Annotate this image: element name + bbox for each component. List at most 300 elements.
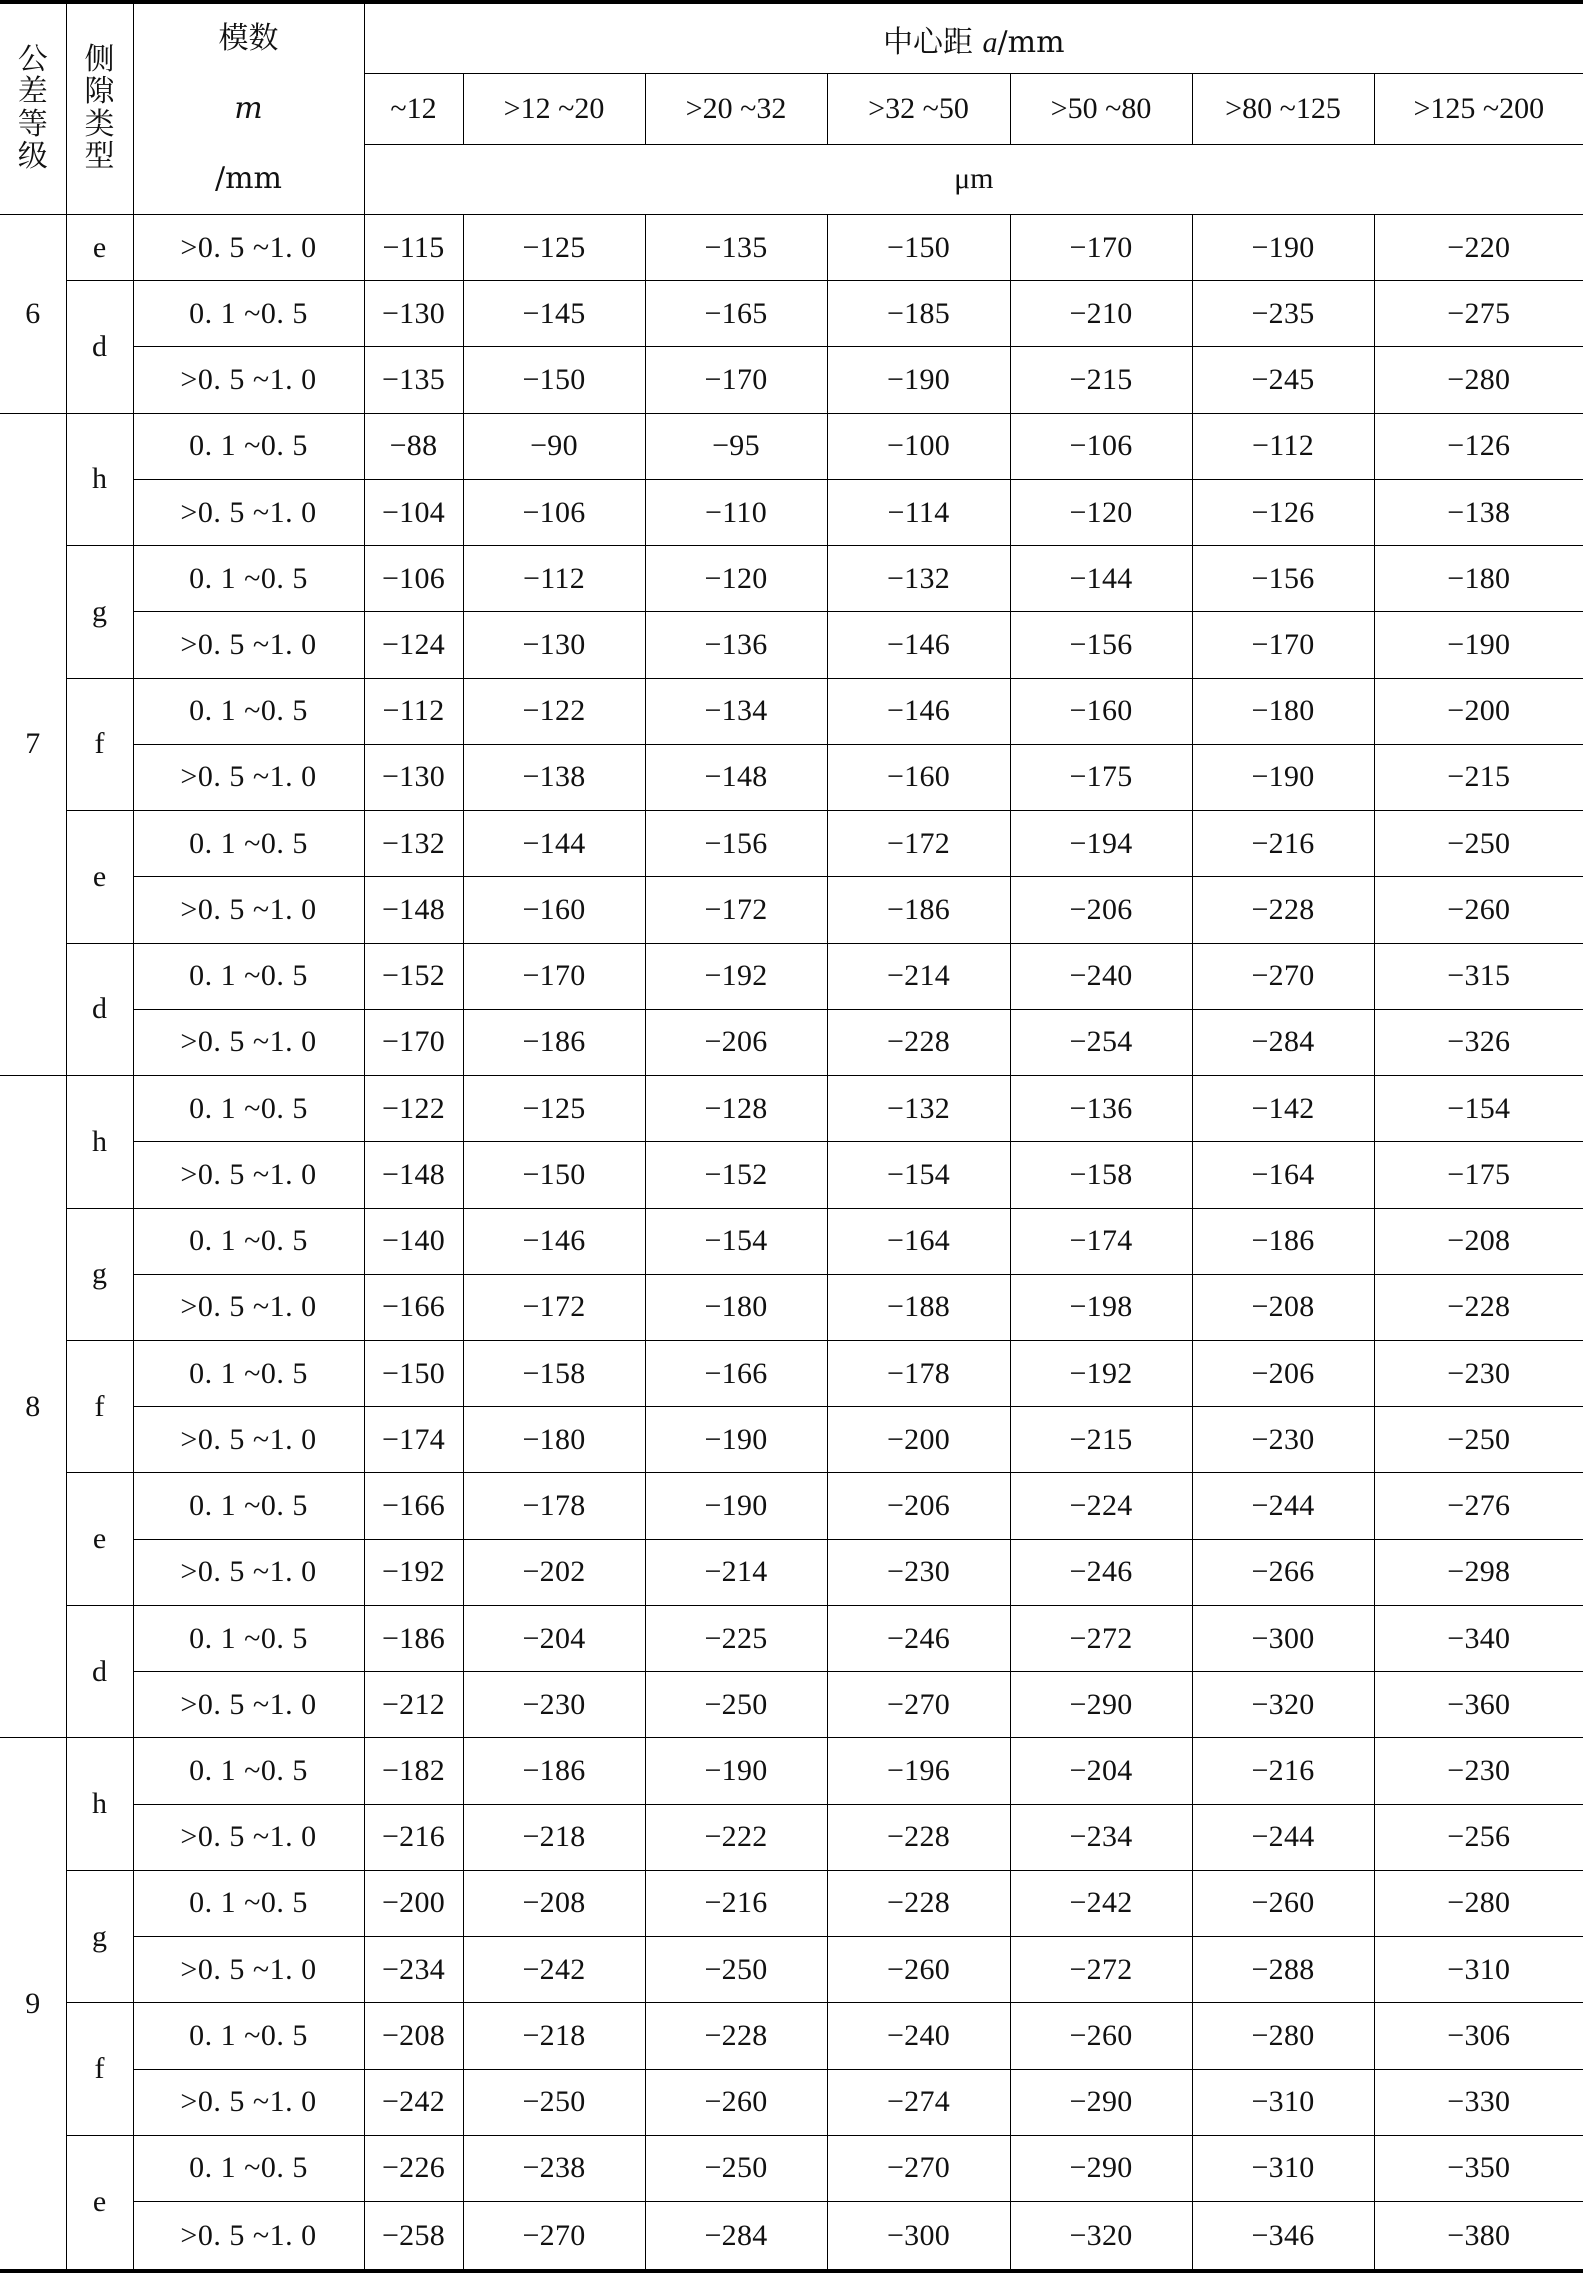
value-cell: −216 bbox=[364, 1804, 463, 1870]
value-cell: −172 bbox=[645, 877, 827, 943]
value-cell: −192 bbox=[1010, 1340, 1192, 1406]
value-cell: −148 bbox=[364, 877, 463, 943]
value-cell: −136 bbox=[645, 612, 827, 678]
value-cell: −246 bbox=[827, 1605, 1010, 1671]
range-header: >50 ~80 bbox=[1010, 74, 1192, 144]
module-cell: 0. 1 ~0. 5 bbox=[133, 1208, 364, 1274]
value-cell: −256 bbox=[1374, 1804, 1583, 1870]
value-cell: −198 bbox=[1010, 1274, 1192, 1340]
value-cell: −150 bbox=[463, 1142, 645, 1208]
value-cell: −206 bbox=[645, 1009, 827, 1075]
value-cell: −164 bbox=[827, 1208, 1010, 1274]
value-cell: −130 bbox=[463, 612, 645, 678]
value-cell: −235 bbox=[1192, 281, 1374, 347]
value-cell: −114 bbox=[827, 479, 1010, 545]
value-cell: −190 bbox=[645, 1407, 827, 1473]
value-cell: −202 bbox=[463, 1539, 645, 1605]
value-cell: −228 bbox=[827, 1804, 1010, 1870]
value-cell: −272 bbox=[1010, 1605, 1192, 1671]
value-cell: −160 bbox=[1010, 678, 1192, 744]
backlash-type-cell: g bbox=[66, 1870, 133, 2002]
table-row bbox=[0, 347, 1583, 413]
value-cell: −146 bbox=[463, 1208, 645, 1274]
value-cell: −350 bbox=[1374, 2135, 1583, 2201]
module-cell: 0. 1 ~0. 5 bbox=[133, 2135, 364, 2201]
value-cell: −260 bbox=[1374, 877, 1583, 943]
range-header: >80 ~125 bbox=[1192, 74, 1374, 144]
value-cell: −254 bbox=[1010, 1009, 1192, 1075]
value-cell: −175 bbox=[1010, 744, 1192, 810]
value-cell: −288 bbox=[1192, 1937, 1374, 2003]
value-cell: −230 bbox=[463, 1672, 645, 1738]
value-cell: −112 bbox=[364, 678, 463, 744]
value-cell: −216 bbox=[1192, 811, 1374, 877]
value-cell: −190 bbox=[1374, 612, 1583, 678]
value-cell: −180 bbox=[1374, 546, 1583, 612]
value-cell: −144 bbox=[1010, 546, 1192, 612]
value-cell: −225 bbox=[645, 1605, 827, 1671]
value-cell: −310 bbox=[1192, 2069, 1374, 2135]
value-cell: −154 bbox=[645, 1208, 827, 1274]
value-cell: −142 bbox=[1192, 1076, 1374, 1142]
value-cell: −122 bbox=[364, 1076, 463, 1142]
value-cell: −218 bbox=[463, 2003, 645, 2069]
value-cell: −250 bbox=[463, 2069, 645, 2135]
table-row bbox=[0, 1539, 1583, 1605]
value-cell: −260 bbox=[1010, 2003, 1192, 2069]
value-cell: −298 bbox=[1374, 1539, 1583, 1605]
value-cell: −315 bbox=[1374, 943, 1583, 1009]
value-cell: −152 bbox=[364, 943, 463, 1009]
range-header: >12 ~20 bbox=[463, 74, 645, 144]
value-cell: −88 bbox=[364, 413, 463, 479]
value-cell: −260 bbox=[827, 1937, 1010, 2003]
value-cell: −244 bbox=[1192, 1804, 1374, 1870]
value-cell: −190 bbox=[1192, 744, 1374, 810]
value-cell: −274 bbox=[827, 2069, 1010, 2135]
backlash-type-cell: d bbox=[66, 281, 133, 413]
header-row-1 bbox=[0, 2, 1583, 74]
value-cell: −224 bbox=[1010, 1473, 1192, 1539]
value-cell: −180 bbox=[1192, 678, 1374, 744]
value-cell: −212 bbox=[364, 1672, 463, 1738]
value-cell: −165 bbox=[645, 281, 827, 347]
value-cell: −194 bbox=[1010, 811, 1192, 877]
value-cell: −290 bbox=[1010, 2069, 1192, 2135]
table-row bbox=[0, 678, 1583, 744]
value-cell: −310 bbox=[1192, 2135, 1374, 2201]
table-row bbox=[0, 1804, 1583, 1870]
value-cell: −170 bbox=[364, 1009, 463, 1075]
value-cell: −330 bbox=[1374, 2069, 1583, 2135]
value-cell: −270 bbox=[827, 2135, 1010, 2201]
value-cell: −228 bbox=[827, 1009, 1010, 1075]
value-cell: −172 bbox=[463, 1274, 645, 1340]
table-row bbox=[0, 2069, 1583, 2135]
value-cell: −242 bbox=[463, 1937, 645, 2003]
value-cell: −250 bbox=[645, 1937, 827, 2003]
value-cell: −240 bbox=[1010, 943, 1192, 1009]
value-cell: −170 bbox=[1192, 612, 1374, 678]
value-cell: −104 bbox=[364, 479, 463, 545]
backlash-type-cell: g bbox=[66, 546, 133, 678]
value-cell: −172 bbox=[827, 811, 1010, 877]
value-cell: −238 bbox=[463, 2135, 645, 2201]
value-cell: −156 bbox=[1010, 612, 1192, 678]
value-cell: −250 bbox=[1374, 1407, 1583, 1473]
backlash-type-cell: f bbox=[66, 2003, 133, 2135]
value-cell: −175 bbox=[1374, 1142, 1583, 1208]
value-cell: −228 bbox=[1374, 1274, 1583, 1340]
value-cell: −200 bbox=[364, 1870, 463, 1936]
value-cell: −170 bbox=[1010, 215, 1192, 281]
value-cell: −208 bbox=[1374, 1208, 1583, 1274]
center-distance-header: 中心距 a/mm bbox=[364, 2, 1583, 74]
value-cell: −206 bbox=[1192, 1340, 1374, 1406]
table-row bbox=[0, 1473, 1583, 1539]
value-cell: −246 bbox=[1010, 1539, 1192, 1605]
value-cell: −204 bbox=[1010, 1738, 1192, 1804]
value-cell: −146 bbox=[827, 678, 1010, 744]
value-cell: −190 bbox=[645, 1473, 827, 1539]
value-cell: −242 bbox=[364, 2069, 463, 2135]
module-cell: 0. 1 ~0. 5 bbox=[133, 281, 364, 347]
value-cell: −214 bbox=[645, 1539, 827, 1605]
table-row bbox=[0, 479, 1583, 545]
value-cell: −250 bbox=[645, 2135, 827, 2201]
value-cell: −132 bbox=[827, 546, 1010, 612]
module-cell: >0. 5 ~1. 0 bbox=[133, 1804, 364, 1870]
value-cell: −204 bbox=[463, 1605, 645, 1671]
value-cell: −230 bbox=[1192, 1407, 1374, 1473]
value-cell: −180 bbox=[645, 1274, 827, 1340]
module-cell: 0. 1 ~0. 5 bbox=[133, 413, 364, 479]
table-row bbox=[0, 281, 1583, 347]
value-cell: −270 bbox=[463, 2202, 645, 2271]
value-cell: −186 bbox=[827, 877, 1010, 943]
module-cell: >0. 5 ~1. 0 bbox=[133, 1539, 364, 1605]
value-cell: −135 bbox=[645, 215, 827, 281]
value-cell: −216 bbox=[645, 1870, 827, 1936]
value-cell: −220 bbox=[1374, 215, 1583, 281]
module-cell: >0. 5 ~1. 0 bbox=[133, 347, 364, 413]
value-cell: −106 bbox=[463, 479, 645, 545]
table-row bbox=[0, 1672, 1583, 1738]
type-header: 侧隙类型 bbox=[66, 2, 133, 215]
value-cell: −300 bbox=[1192, 1605, 1374, 1671]
value-cell: −190 bbox=[1192, 215, 1374, 281]
table-row bbox=[0, 877, 1583, 943]
value-cell: −280 bbox=[1374, 347, 1583, 413]
value-cell: −166 bbox=[645, 1340, 827, 1406]
value-cell: −230 bbox=[827, 1539, 1010, 1605]
module-cell: 0. 1 ~0. 5 bbox=[133, 1605, 364, 1671]
module-cell: 0. 1 ~0. 5 bbox=[133, 1473, 364, 1539]
value-cell: −310 bbox=[1374, 1937, 1583, 2003]
value-cell: −214 bbox=[827, 943, 1010, 1009]
value-cell: −150 bbox=[827, 215, 1010, 281]
table-row bbox=[0, 215, 1583, 281]
backlash-type-cell: e bbox=[66, 811, 133, 943]
value-cell: −158 bbox=[463, 1340, 645, 1406]
table-row bbox=[0, 2135, 1583, 2201]
value-cell: −164 bbox=[1192, 1142, 1374, 1208]
value-cell: −275 bbox=[1374, 281, 1583, 347]
module-header: 模数 m /mm bbox=[133, 2, 364, 215]
module-cell: >0. 5 ~1. 0 bbox=[133, 1142, 364, 1208]
value-cell: −120 bbox=[1010, 479, 1192, 545]
value-cell: −222 bbox=[645, 1804, 827, 1870]
range-header: >20 ~32 bbox=[645, 74, 827, 144]
value-cell: −206 bbox=[1010, 877, 1192, 943]
value-cell: −174 bbox=[364, 1407, 463, 1473]
module-cell: 0. 1 ~0. 5 bbox=[133, 1340, 364, 1406]
value-cell: −106 bbox=[364, 546, 463, 612]
value-cell: −182 bbox=[364, 1738, 463, 1804]
grade-cell: 9 bbox=[0, 1738, 66, 2271]
value-cell: −158 bbox=[1010, 1142, 1192, 1208]
table-row bbox=[0, 1274, 1583, 1340]
table-row bbox=[0, 2202, 1583, 2271]
value-cell: −210 bbox=[1010, 281, 1192, 347]
value-cell: −122 bbox=[463, 678, 645, 744]
value-cell: −125 bbox=[463, 215, 645, 281]
value-cell: −156 bbox=[1192, 546, 1374, 612]
value-cell: −128 bbox=[645, 1076, 827, 1142]
value-cell: −115 bbox=[364, 215, 463, 281]
backlash-type-cell: f bbox=[66, 1340, 133, 1472]
value-cell: −138 bbox=[463, 744, 645, 810]
grade-cell: 8 bbox=[0, 1076, 66, 1738]
table-row bbox=[0, 1870, 1583, 1936]
backlash-type-cell: d bbox=[66, 943, 133, 1075]
value-cell: −216 bbox=[1192, 1738, 1374, 1804]
value-cell: −160 bbox=[463, 877, 645, 943]
module-cell: 0. 1 ~0. 5 bbox=[133, 811, 364, 877]
table-row bbox=[0, 1738, 1583, 1804]
value-cell: −230 bbox=[1374, 1738, 1583, 1804]
module-cell: 0. 1 ~0. 5 bbox=[133, 943, 364, 1009]
module-cell: >0. 5 ~1. 0 bbox=[133, 1672, 364, 1738]
value-cell: −346 bbox=[1192, 2202, 1374, 2271]
value-cell: −245 bbox=[1192, 347, 1374, 413]
value-cell: −284 bbox=[645, 2202, 827, 2271]
table-row bbox=[0, 744, 1583, 810]
value-cell: −170 bbox=[463, 943, 645, 1009]
value-cell: −284 bbox=[1192, 1009, 1374, 1075]
backlash-type-cell: f bbox=[66, 678, 133, 810]
value-cell: −300 bbox=[827, 2202, 1010, 2271]
module-cell: >0. 5 ~1. 0 bbox=[133, 877, 364, 943]
value-cell: −208 bbox=[1192, 1274, 1374, 1340]
value-cell: −190 bbox=[827, 347, 1010, 413]
value-cell: −130 bbox=[364, 744, 463, 810]
table-row bbox=[0, 1937, 1583, 2003]
value-cell: −192 bbox=[645, 943, 827, 1009]
value-cell: −208 bbox=[463, 1870, 645, 1936]
range-header: >125 ~200 bbox=[1374, 74, 1583, 144]
value-cell: −244 bbox=[1192, 1473, 1374, 1539]
value-cell: −112 bbox=[463, 546, 645, 612]
table-row bbox=[0, 413, 1583, 479]
module-cell: >0. 5 ~1. 0 bbox=[133, 1274, 364, 1340]
value-cell: −206 bbox=[827, 1473, 1010, 1539]
value-cell: −270 bbox=[1192, 943, 1374, 1009]
value-cell: −148 bbox=[364, 1142, 463, 1208]
backlash-type-cell: h bbox=[66, 413, 133, 545]
value-cell: −186 bbox=[463, 1009, 645, 1075]
value-cell: −228 bbox=[827, 1870, 1010, 1936]
value-cell: −196 bbox=[827, 1738, 1010, 1804]
value-cell: −120 bbox=[645, 546, 827, 612]
value-cell: −320 bbox=[1192, 1672, 1374, 1738]
value-cell: −126 bbox=[1374, 413, 1583, 479]
module-cell: >0. 5 ~1. 0 bbox=[133, 1937, 364, 2003]
table-row bbox=[0, 1340, 1583, 1406]
module-cell: >0. 5 ~1. 0 bbox=[133, 1009, 364, 1075]
value-cell: −136 bbox=[1010, 1076, 1192, 1142]
table-row bbox=[0, 2003, 1583, 2069]
value-cell: −185 bbox=[827, 281, 1010, 347]
table-row bbox=[0, 1605, 1583, 1671]
value-cell: −258 bbox=[364, 2202, 463, 2271]
module-cell: 0. 1 ~0. 5 bbox=[133, 1870, 364, 1936]
value-cell: −306 bbox=[1374, 2003, 1583, 2069]
value-cell: −230 bbox=[1374, 1340, 1583, 1406]
module-cell: 0. 1 ~0. 5 bbox=[133, 678, 364, 744]
value-cell: −260 bbox=[1192, 1870, 1374, 1936]
table-row bbox=[0, 1208, 1583, 1274]
module-cell: 0. 1 ~0. 5 bbox=[133, 1738, 364, 1804]
value-cell: −270 bbox=[827, 1672, 1010, 1738]
value-cell: −100 bbox=[827, 413, 1010, 479]
value-cell: −124 bbox=[364, 612, 463, 678]
value-cell: −276 bbox=[1374, 1473, 1583, 1539]
value-cell: −166 bbox=[364, 1473, 463, 1539]
table-row bbox=[0, 612, 1583, 678]
grade-cell: 7 bbox=[0, 413, 66, 1075]
value-cell: −360 bbox=[1374, 1672, 1583, 1738]
value-cell: −260 bbox=[645, 2069, 827, 2135]
table-row bbox=[0, 1142, 1583, 1208]
value-cell: −112 bbox=[1192, 413, 1374, 479]
value-cell: −234 bbox=[1010, 1804, 1192, 1870]
value-cell: −208 bbox=[364, 2003, 463, 2069]
range-header: ~12 bbox=[364, 74, 463, 144]
value-cell: −320 bbox=[1010, 2202, 1192, 2271]
value-cell: −280 bbox=[1192, 2003, 1374, 2069]
backlash-type-cell: g bbox=[66, 1208, 133, 1340]
value-cell: −110 bbox=[645, 479, 827, 545]
value-cell: −226 bbox=[364, 2135, 463, 2201]
table-row bbox=[0, 1407, 1583, 1473]
value-cell: −215 bbox=[1010, 347, 1192, 413]
value-cell: −228 bbox=[645, 2003, 827, 2069]
value-cell: −272 bbox=[1010, 1937, 1192, 2003]
table-row bbox=[0, 546, 1583, 612]
value-cell: −160 bbox=[827, 744, 1010, 810]
module-cell: >0. 5 ~1. 0 bbox=[133, 744, 364, 810]
value-cell: −242 bbox=[1010, 1870, 1192, 1936]
value-cell: −290 bbox=[1010, 1672, 1192, 1738]
value-cell: −90 bbox=[463, 413, 645, 479]
value-cell: −95 bbox=[645, 413, 827, 479]
backlash-type-cell: e bbox=[66, 215, 133, 281]
value-cell: −186 bbox=[364, 1605, 463, 1671]
value-cell: −166 bbox=[364, 1274, 463, 1340]
value-cell: −174 bbox=[1010, 1208, 1192, 1274]
grade-cell: 6 bbox=[0, 215, 66, 414]
value-cell: −154 bbox=[1374, 1076, 1583, 1142]
grade-header: 公差等级 bbox=[0, 2, 66, 215]
value-cell: −215 bbox=[1010, 1407, 1192, 1473]
table-row bbox=[0, 1009, 1583, 1075]
value-cell: −150 bbox=[463, 347, 645, 413]
value-cell: −240 bbox=[827, 2003, 1010, 2069]
value-cell: −200 bbox=[827, 1407, 1010, 1473]
value-cell: −135 bbox=[364, 347, 463, 413]
value-cell: −150 bbox=[364, 1340, 463, 1406]
value-cell: −154 bbox=[827, 1142, 1010, 1208]
value-cell: −148 bbox=[645, 744, 827, 810]
backlash-type-cell: h bbox=[66, 1738, 133, 1870]
value-cell: −218 bbox=[463, 1804, 645, 1870]
value-cell: −126 bbox=[1192, 479, 1374, 545]
value-cell: −134 bbox=[645, 678, 827, 744]
value-cell: −180 bbox=[463, 1407, 645, 1473]
value-cell: −156 bbox=[645, 811, 827, 877]
value-cell: −200 bbox=[1374, 678, 1583, 744]
value-cell: −234 bbox=[364, 1937, 463, 2003]
module-cell: >0. 5 ~1. 0 bbox=[133, 2069, 364, 2135]
table-row bbox=[0, 943, 1583, 1009]
unit-header: μm bbox=[364, 144, 1583, 214]
backlash-type-cell: h bbox=[66, 1076, 133, 1208]
value-cell: −132 bbox=[364, 811, 463, 877]
backlash-type-cell: e bbox=[66, 2135, 133, 2271]
value-cell: −170 bbox=[645, 347, 827, 413]
value-cell: −146 bbox=[827, 612, 1010, 678]
module-cell: 0. 1 ~0. 5 bbox=[133, 1076, 364, 1142]
value-cell: −178 bbox=[827, 1340, 1010, 1406]
value-cell: −106 bbox=[1010, 413, 1192, 479]
module-cell: >0. 5 ~1. 0 bbox=[133, 612, 364, 678]
value-cell: −144 bbox=[463, 811, 645, 877]
value-cell: −186 bbox=[463, 1738, 645, 1804]
value-cell: −250 bbox=[1374, 811, 1583, 877]
value-cell: −326 bbox=[1374, 1009, 1583, 1075]
value-cell: −250 bbox=[645, 1672, 827, 1738]
value-cell: −125 bbox=[463, 1076, 645, 1142]
module-cell: 0. 1 ~0. 5 bbox=[133, 2003, 364, 2069]
value-cell: −266 bbox=[1192, 1539, 1374, 1605]
table-row bbox=[0, 1076, 1583, 1142]
value-cell: −186 bbox=[1192, 1208, 1374, 1274]
value-cell: −290 bbox=[1010, 2135, 1192, 2201]
value-cell: −340 bbox=[1374, 1605, 1583, 1671]
value-cell: −138 bbox=[1374, 479, 1583, 545]
value-cell: −228 bbox=[1192, 877, 1374, 943]
table-row bbox=[0, 811, 1583, 877]
value-cell: −132 bbox=[827, 1076, 1010, 1142]
value-cell: −215 bbox=[1374, 744, 1583, 810]
value-cell: −178 bbox=[463, 1473, 645, 1539]
range-header: >32 ~50 bbox=[827, 74, 1010, 144]
module-cell: >0. 5 ~1. 0 bbox=[133, 1407, 364, 1473]
value-cell: −130 bbox=[364, 281, 463, 347]
module-cell: >0. 5 ~1. 0 bbox=[133, 215, 364, 281]
module-cell: 0. 1 ~0. 5 bbox=[133, 546, 364, 612]
